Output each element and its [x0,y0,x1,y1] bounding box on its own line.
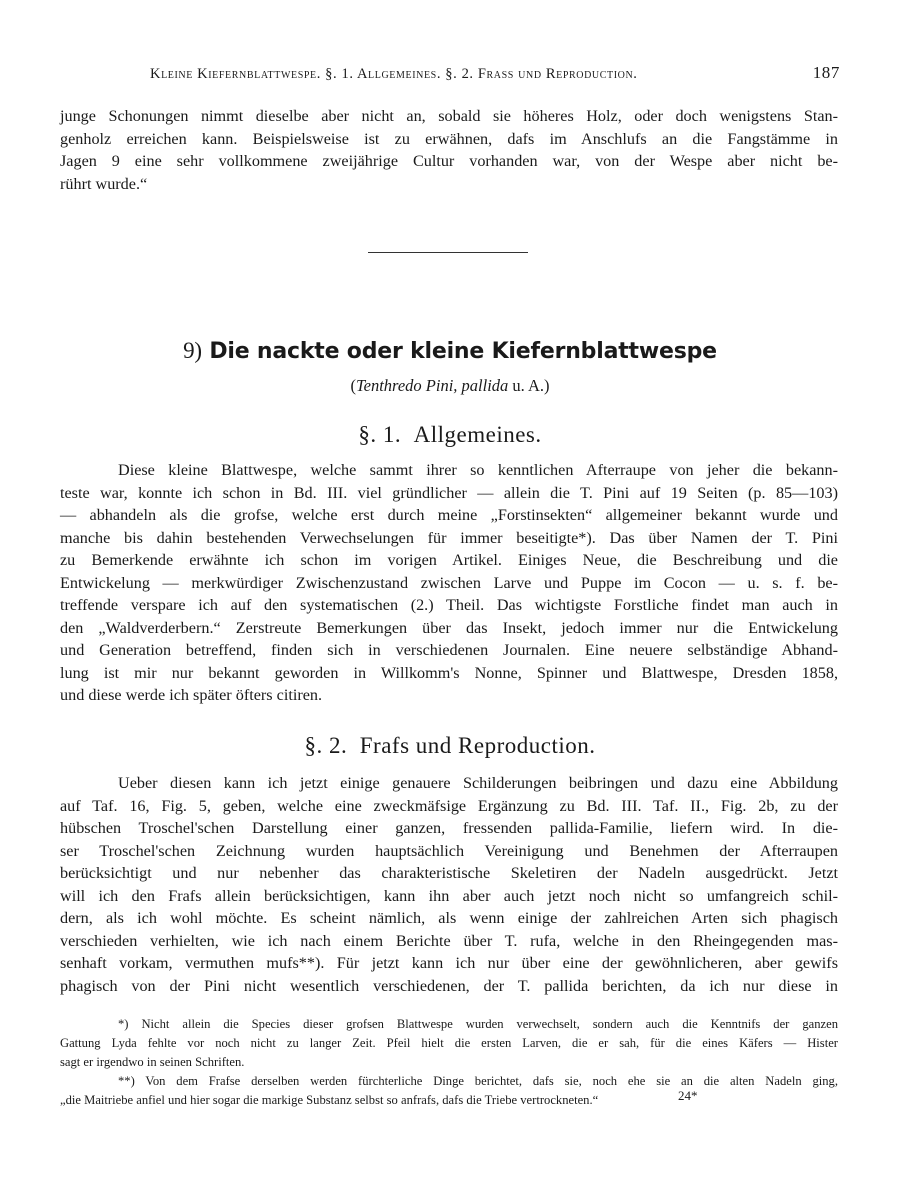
section-number: §. 2. [304,733,348,758]
text-line: will ich den Frafs allein berücksichtigen, kann ihn aber auch jetzt noch nicht so umfangreich schil- [60,886,838,905]
text-line: lung ist mir nur bekannt geworden in Willkomm's Nonne, Spinner und Blattwespe, Dresden 1858, [60,663,838,682]
article-title-text: Die nackte oder kleine Kiefernblattwespe [209,339,717,364]
text-line: auf Taf. 16, Fig. 5, geben, welche eine zweckmäfsige Ergänzung zu Bd. III. Taf. II., Fig. 2b, zu der [60,796,838,815]
footnote-line: sagt er irgendwo in seinen Schriften. [60,1055,245,1069]
text-line: Jagen 9 eine sehr vollkommene zweijährige Cultur vorhanden war, von der Wespe aber nicht be- [60,152,838,170]
footnote-line: „die Maitriebe anfiel und hier sogar die markige Substanz selbst so anfrafs, dafs die Triebe vertrockneten.“ [60,1093,599,1107]
text-line: Diese kleine Blattwespe, welche sammt ihrer so kenntlichen Afterraupe von jeher die bekann- [118,461,838,479]
text-line: — abhandeln als die grofse, welche erst durch meine „Forstinsekten“ allgemeiner bekannt wurde und [60,506,838,524]
text-line: manche bis dahin bestehenden Verwechselungen für immer beseitigte*). Das über Namen der T. Pini [60,528,838,547]
running-head [60,63,840,92]
text-line: hübschen Troschel'schen Darstellung einer ganzen, fressenden pallida-Familie, liefern wird. In die- [60,819,838,837]
signature-mark: 24* [678,1088,698,1103]
section-number: §. 1. [358,422,402,447]
subtitle-paren: ( [350,376,356,395]
text-line: zu Bemerkende erwähnte ich schon im vorigen Artikel. Einiges Neue, die Beschreibung und die [60,551,838,569]
continuation-paragraph [60,105,838,195]
page-number: 187 [812,63,840,82]
text-line: teste war, konnte ich schon in Bd. III. viel gründlicher — allein die T. Pini auf 19 Seiten (p. 85—103) [60,483,838,502]
text-line: berücksichtigt und nur nebenher das charakteristische Skeletiren der Nadeln ausgedrückt. Jetzt [60,864,838,882]
text-line: rührt wurde.“ [60,174,148,193]
text-line: phagisch von der Pini nicht wesentlich verschiedenen, der T. pallida berichten, da ich nur diese in [60,976,838,995]
footnote-line: Gattung Lyda fehlte vor noch nicht zu langer Zeit. Pfeil hielt die ersten Larven, die er sah, für die eines Käfers — Hister [60,1036,838,1050]
footnotes [60,1015,838,1110]
text-line: dern, als ich wohl möchte. Es scheint nämlich, als wenn einige der zahlreichen Arten sich phagisch [60,909,838,927]
section-title: Allgemeines. [413,422,542,447]
section-heading-frass [0,733,900,759]
section-divider [368,252,528,253]
text-line: verschieden verhielten, wie ich nach einem Berichte über T. rufa, welche in den Rheingegenden mas- [60,931,838,950]
allgemeines-paragraph [60,459,838,707]
article-title [0,338,900,364]
footnote-line: **) Von dem Frafse derselben werden fürchterliche Dinge berichtet, dafs sie, noch ehe sie an die alten Nadeln ging, [118,1074,838,1088]
text-line: treffende verspare ich auf den systematischen (2.) Theil. Das wichtigste Forstliche findet man auch in [60,596,838,614]
species-names: Tenthredo Pini, pallida [355,376,509,395]
text-line: den „Waldverderbern.“ Zerstreute Bemerkungen über das Insekt, jedoch immer nur die Entwickelung [60,618,838,637]
article-subtitle [0,376,900,396]
text-line: junge Schonungen nimmt dieselbe aber nicht an, sobald sie höheres Holz, oder doch wenigstens Stan- [60,107,838,125]
section-heading-allgemeines [0,422,900,448]
frass-paragraph [60,772,838,997]
running-title: Kleine Kiefernblattwespe. §. 1. Allgemeines. §. 2. Frass und Reproduction. [150,66,638,82]
text-line: Ueber diesen kann ich jetzt einige genauere Schilderungen beibringen und dazu eine Abbildung [118,774,838,792]
footnote-line: *) Nicht allein die Species dieser grofsen Blattwespe wurden verwechselt, sondern auch die Kenntnifs der ganzen [118,1017,838,1031]
text-line: ser Troschel'schen Zeichnung wurden hauptsächlich Vereinigung und Benehmen der Afterraupen [60,841,838,860]
article-number: 9) [183,338,202,363]
text-line: senhaft vorkam, vermuthen mufs**). Für jetzt kann ich nur über eine der gewöhnlicheren, aber gewifs [60,954,838,972]
subtitle-rest: u. A.) [512,376,550,395]
text-line: und diese werde ich später öfters citiren. [60,686,323,704]
text-line: genholz erreichen kann. Beispielsweise ist zu erwähnen, dafs im Anschlufs an die Fangstämme in [60,129,838,148]
text-line: und Generation betreffend, finden sich in verschiedenen Journalen. Eine neuere selbständige Abhand- [60,641,838,659]
text-line: Entwickelung — merkwürdiger Zwischenzustand zwischen Larve und Puppe im Cocon — u. s. f. be- [60,573,838,592]
section-title: Frafs und Reproduction. [359,733,596,758]
